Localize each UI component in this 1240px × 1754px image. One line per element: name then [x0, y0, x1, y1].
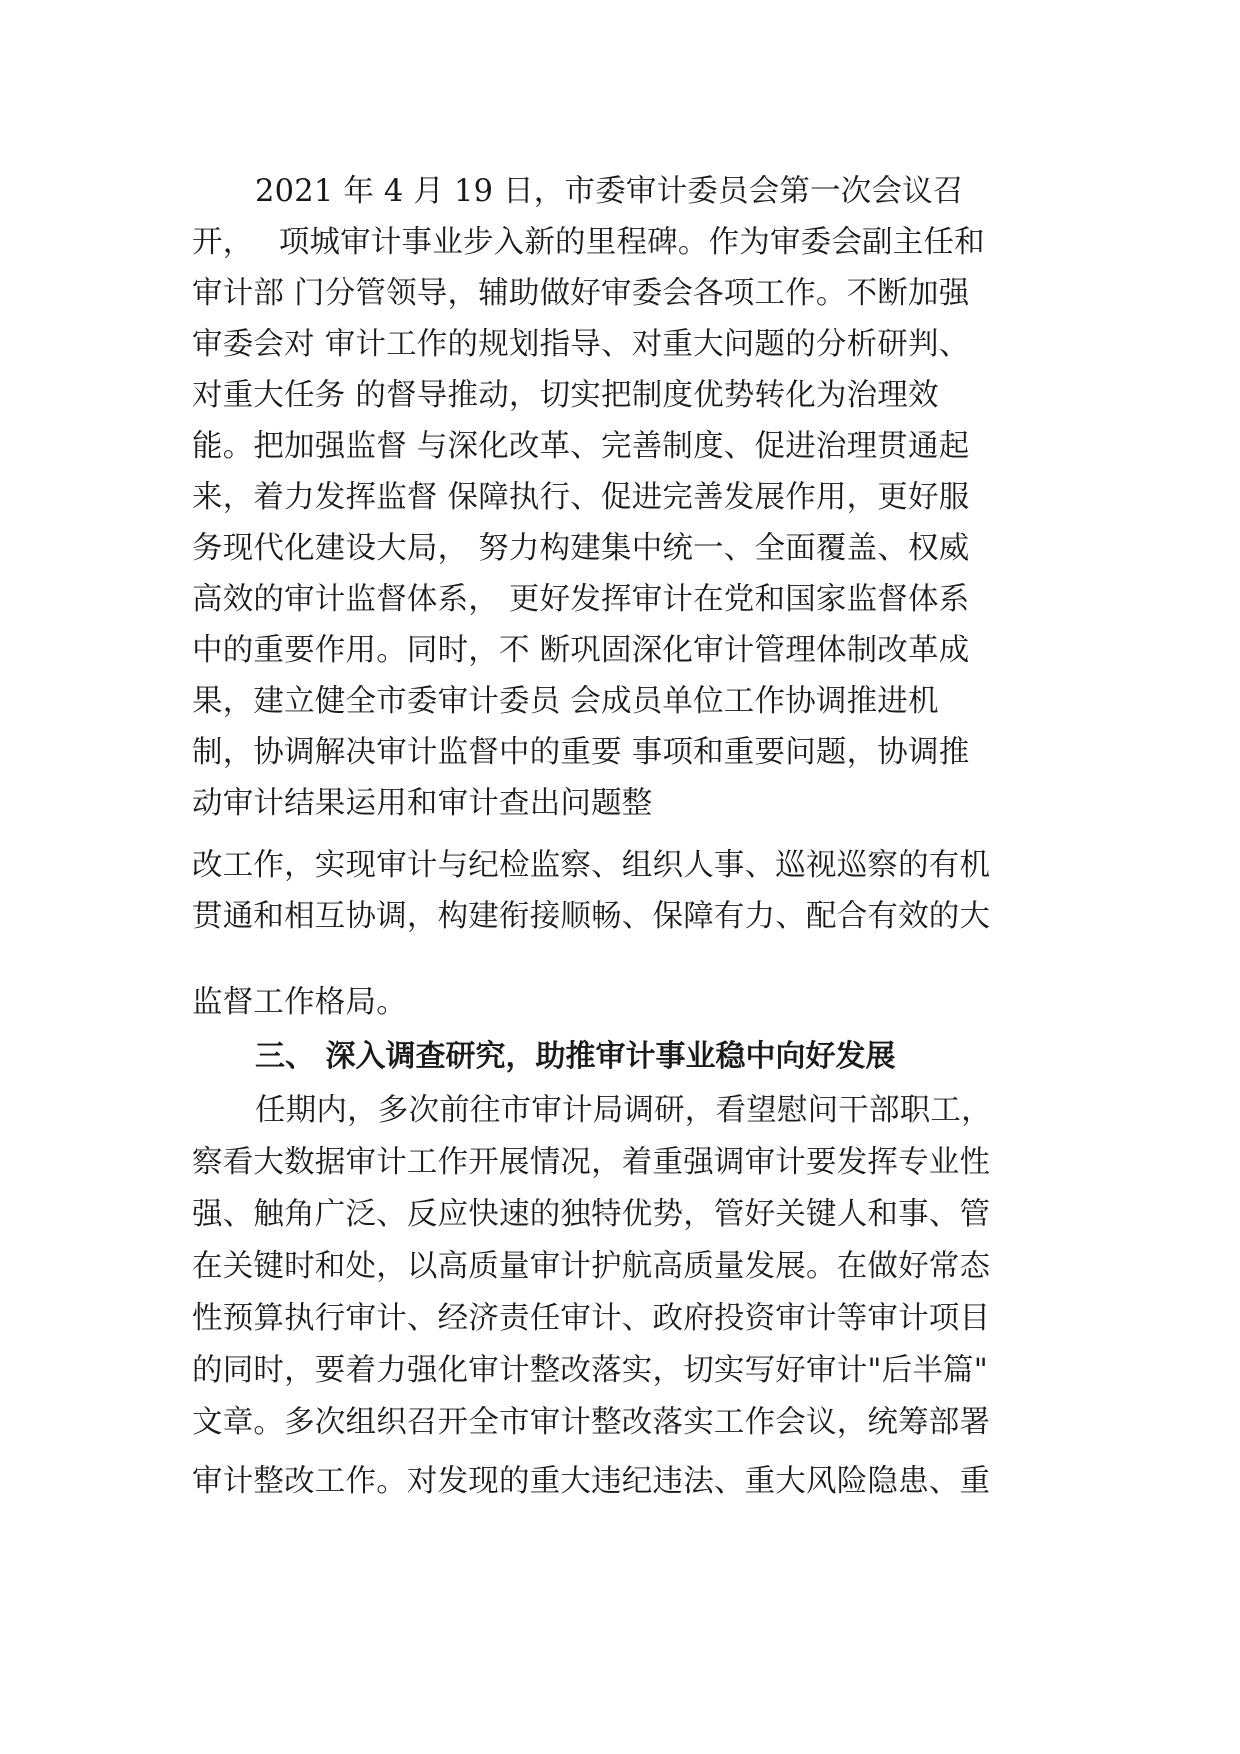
paragraph-1-line: 2021 年 4 月 19 日，市委审计委员会第一次会议召 [255, 174, 964, 209]
paragraph-1-line: 开， 项城审计事业步入新的里程碑。作为审委会副主任和 [192, 225, 985, 260]
paragraph-1-continued-line: 改工作，实现审计与纪检监察、组织人事、巡视巡察的有机 [192, 848, 991, 883]
paragraph-2-line: 任期内，多次前往市审计局调研，看望慰问干部职工， [255, 1093, 992, 1128]
paragraph-2-line: 察看大数据审计工作开展情况，着重强调审计要发挥专业性 [192, 1145, 991, 1180]
paragraph-1-line: 高效的审计监督体系， 更好发挥审计在党和国家监督体系 [192, 582, 970, 617]
paragraph-1-line: 对重大任务 的督导推动，切实把制度优势转化为治理效 [192, 378, 939, 413]
paragraph-1-end-line: 监督工作格局。 [192, 985, 407, 1020]
paragraph-1-line: 中的重要作用。同时，不 断巩固深化审计管理体制改革成 [192, 633, 970, 668]
paragraph-1-line: 审委会对 审计工作的规划指导、对重大问题的分析研判、 [192, 327, 970, 362]
paragraph-1-line: 来，着力发挥监督 保障执行、促进完善发展作用，更好服 [192, 480, 970, 515]
paragraph-2-line: 性预算执行审计、经济责任审计、政府投资审计等审计项目 [192, 1301, 991, 1336]
paragraph-1-line: 动审计结果运用和审计查出问题整 [192, 786, 653, 821]
paragraph-2-line: 在关键时和处，以高质量审计护航高质量发展。在做好常态 [192, 1249, 991, 1284]
paragraph-2-line: 文章。多次组织召开全市审计整改落实工作会议，统筹部署 [192, 1405, 991, 1440]
paragraph-2-line: 强、触角广泛、反应快速的独特优势，管好关键人和事、管 [192, 1197, 991, 1232]
paragraph-2-continued-line: 审计整改工作。对发现的重大违纪违法、重大风险隐患、重 [192, 1464, 991, 1499]
paragraph-2-line: 的同时，要着力强化审计整改落实，切实写好审计"后半篇" [192, 1353, 988, 1388]
paragraph-1-line: 务现代化建设大局， 努力构建集中统一、全面覆盖、权威 [192, 531, 970, 566]
paragraph-1-line: 审计部 门分管领导，辅助做好审委会各项工作。不断加强 [192, 276, 970, 311]
paragraph-1-continued-line: 贯通和相互协调，构建衔接顺畅、保障有力、配合有效的大 [192, 899, 991, 934]
paragraph-1-line: 制，协调解决审计监督中的重要 事项和重要问题，协调推 [192, 735, 970, 770]
section-heading: 三、 深入调查研究，助推审计事业稳中向好发展 [255, 1039, 896, 1074]
paragraph-1-line: 能。把加强监督 与深化改革、完善制度、促进治理贯通起 [192, 429, 970, 464]
paragraph-1-line: 果，建立健全市委审计委员 会成员单位工作协调推进机 [192, 684, 939, 719]
